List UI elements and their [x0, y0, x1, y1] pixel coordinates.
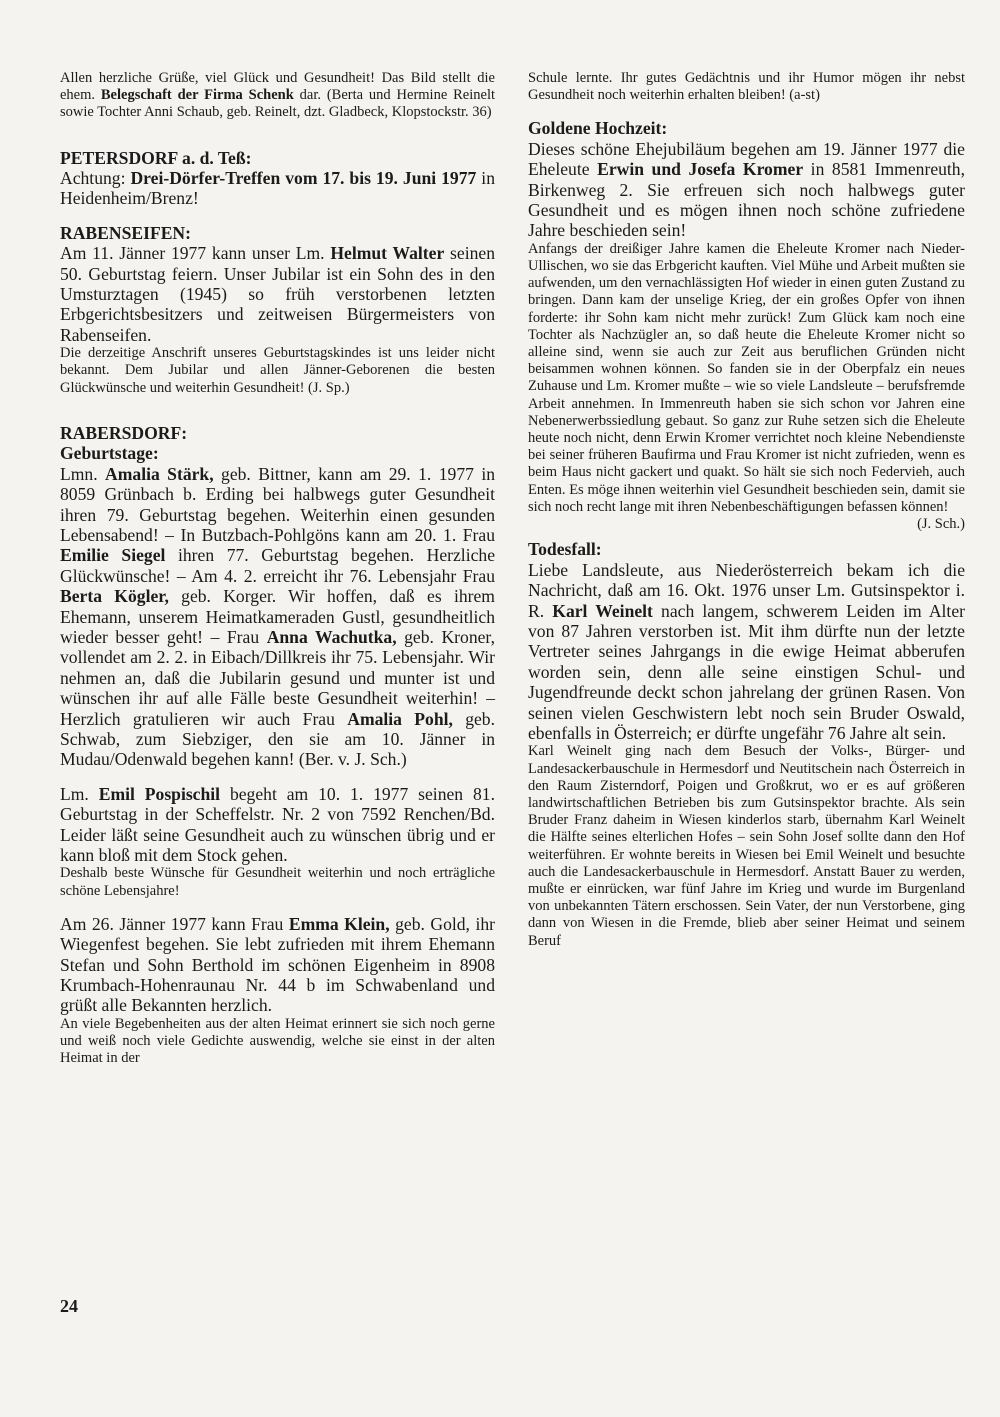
page-number: 24 — [60, 1296, 78, 1316]
rabenseifen-note: Die derzeitige Anschrift unseres Geburtstagskindes ist uns leider nicht bekannt. Dem Jubilar und allen Jänner-Geborenen die besten Glückwünsche und weiterhin Gesundheit! (J. Sp.) — [60, 345, 495, 396]
golden-wedding-note: Anfangs der dreißiger Jahre kamen die Eheleute Kromer nach Nieder-Ullischen, wo sie das Erbgericht kauften. Viel Mühe und Arbeit mußten sie aufwenden, um den vernachlässigten Hof wieder in einen guten Zustand zu bringen. Dann kam der unselige Krieg, der ein großes Opfer von ihnen forderte: ihr Sohn kam nicht mehr zurück! Zum Glück kam noch eine Tochter als Nachzügler an, so daß heute die Eheleute Kromer nicht so alleine sind, wenn sie auch zur Zeit aus beruflichen Gründen nicht beisammen wohnen können. So fanden sie in der Oberpfalz ein neues Zuhause und Lm. Kromer mußte – wie so viele Landsleute – berufsfremde Arbeit annehmen. In Immenreuth haben sie sich schon vor Jahren eine Nebenerwerbssiedlung gebaut. So ganz zur Ruhe setzen sich die Eheleute heute noch nicht, denn Erwin Kromer verrichtet noch kleine Nebendienste bei seiner früheren Baufirma und Frau Kromer ist nicht zufrieden, wenn es beim Haus nicht gackert und quakt. So hält sie sich noch Federvieh, auch Enten. Es möge ihnen weiterhin viel Gesundheit beschieden sein, damit sie sich noch recht lange mit ihren Nebenbeschäftigungen befassen können! — [528, 240, 965, 515]
death-heading: Todesfall: — [528, 539, 602, 560]
rabenseifen-heading: RABENSEIFEN: — [60, 222, 191, 243]
birthdays-subheading: Geburtstage: — [60, 443, 159, 464]
left-column — [60, 70, 495, 1067]
intro-paragraph: Allen herzliche Grüße, viel Glück und Gesundheit! Das Bild stellt die ehem. Belegschaft der Firma Schenk dar. (Berta und Hermine Reinelt sowie Tochter Anni Schaub, geb. Reinelt, dzt. Gladbeck, Klopstockstr. 36) — [60, 70, 496, 121]
death-text: Liebe Landsleute, aus Niederösterreich bekam ich die Nachricht, daß am 16. Okt. 1976 unser Lm. Gutsinspektor i. R. Karl Weinelt nach langem, schwerem Leiden im Alter von 87 Jahren verstorben ist. Mit ihm dürfte nun der letzte Vertreter seines Jahrgangs in die ewige Heimat abberufen worden sein, denn alle seine einstigen Schul- und Jugendfreunde deckt schon jahrelang der grünen Rasen. Von seinen vielen Geschwistern lebt noch sein Bruder Oswald, ebenfalls in Österreich; er dürfte ungefähr 76 Jahre alt sein. — [528, 559, 965, 743]
golden-wedding-heading: Goldene Hochzeit: — [528, 118, 668, 139]
right-column — [528, 70, 965, 950]
death-note: Karl Weinelt ging nach dem Besuch der Volks-, Bürger- und Landesackerbauschule in Hermesdorf und Neutitschein nach Österreich in den Raum Zisterndorf, Poigen und Großkrut, wo er es auf größeren landwirtschaftlichen Betrieben bis zum Gutsinspektor brachte. Als sein Bruder Franz daheim in Wiesen kinderlos starb, übernahm Karl Weinelt die Hälfte seines elterlichen Hofes – sein Sohn Josef sollte dann den Hof weiterführen. Er wohnte bereits in Wiesen bei Emil Weinelt und besuchte auch die Landesackerbauschule in Hermesdorf. Anstatt Bauer zu werden, mußte er einrücken, war fünf Jahre im Krieg und wurde im Burgenland von unbekannten Tätern erschossen. Sein Vater, der nun Verstorbene, ging dann von Wiesen in die Fremde, blieb aber seiner Heimat und seinem Beruf — [528, 743, 965, 949]
petersdorf-heading: PETERSDORF a. d. Teß: — [60, 147, 252, 168]
rabersdorf-text: Lmn. Amalia Stärk, geb. Bittner, kann am 29. 1. 1977 in 8059 Grünbach b. Erding bei halbwegs guter Gesundheit ihren 79. Geburtstag begehen. Weiterhin einen gesunden Lebensabend! – In Butzbach-Pohlgöns kann am 20. 1. Frau Emilie Siegel ihren 77. Geburtstag begehen. Herzliche Glückwünsche! – Am 4. 2. erreicht ihr 76. Lebensjahr Frau Berta Kögler, geb. Korger. Wir hoffen, daß es ihrem Ehemann, unserem Heimatkameraden Gustl, gesundheitlich wieder besser geht! – Frau Anna Wachutka, geb. Kroner, vollendet am 2. 2. in Eibach/Dillkreis ihr 75. Lebensjahr. Wir nehmen an, daß die Jubilarin gesund und munter ist und wünschen ihr auf alle Fälle beste Gesundheit weiterhin! – Herzlich gratulieren wir auch Frau Amalia Pohl, geb. Schwab, zum Siebziger, den sie am 10. Jänner in Mudau/Odenwald begehen kann! (Ber. v. J. Sch.) — [60, 463, 496, 770]
rabenseifen-text: Am 11. Jänner 1977 kann unser Lm. Helmut Walter seinen 50. Geburtstag feiern. Unser Jubilar ist ein Sohn des in den Umsturztagen (1945) so früh verstorbenen letzten Erbgerichtsbesitzers und zeitweisen Bürgermeisters von Rabenseifen. — [60, 243, 495, 345]
pospischil-note: Deshalb beste Wünsche für Gesundheit weiterhin und noch erträgliche schöne Lebensjahre! — [60, 865, 495, 899]
rabersdorf-heading: RABERSDORF: — [60, 422, 188, 443]
klein-text: Am 26. Jänner 1977 kann Frau Emma Klein, geb. Gold, ihr Wiegenfest begehen. Sie lebt zufrieden mit ihrem Ehemann Stefan und Sohn Berthold im schönen Eigenheim in 8908 Krumbach-Hohenraunau Nr. 44 b im Schwabenland und grüßt alle Bekannten herzlich. — [60, 913, 495, 1016]
pospischil-text: Lm. Emil Pospischil begeht am 10. 1. 1977 seinen 81. Geburtstag in der Scheffelstr. Nr. 2 von 7592 Renchen/Bd. Leider läßt seine Gesundheit auch zu wünschen übrig und er kann bloß mit dem Stock gehen. — [60, 783, 495, 865]
golden-wedding-signature: (J. Sch.) — [917, 516, 965, 533]
golden-wedding-text: Dieses schöne Ehejubiläum begehen am 19. Jänner 1977 die Eheleute Erwin und Josefa Kromer in 8581 Immenreuth, Birkenweg 2. Sie erfreuen sich noch halbwegs guter Gesundheit und es mögen ihnen noch schöne zufriedene Jahre beschieden sein! — [528, 138, 966, 241]
right-intro: Schule lernte. Ihr gutes Gedächtnis und ihr Humor mögen ihr nebst Gesundheit noch weiterhin erhalten bleiben! (a-st) — [528, 70, 965, 104]
petersdorf-text: Achtung: Drei-Dörfer-Treffen vom 17. bis 19. Juni 1977 in Heidenheim/Brenz! — [60, 168, 495, 209]
klein-note: An viele Begebenheiten aus der alten Heimat erinnert sie sich noch gerne und weiß noch viele Gedichte auswendig, welche sie einst in der alten Heimat in der — [60, 1015, 495, 1067]
